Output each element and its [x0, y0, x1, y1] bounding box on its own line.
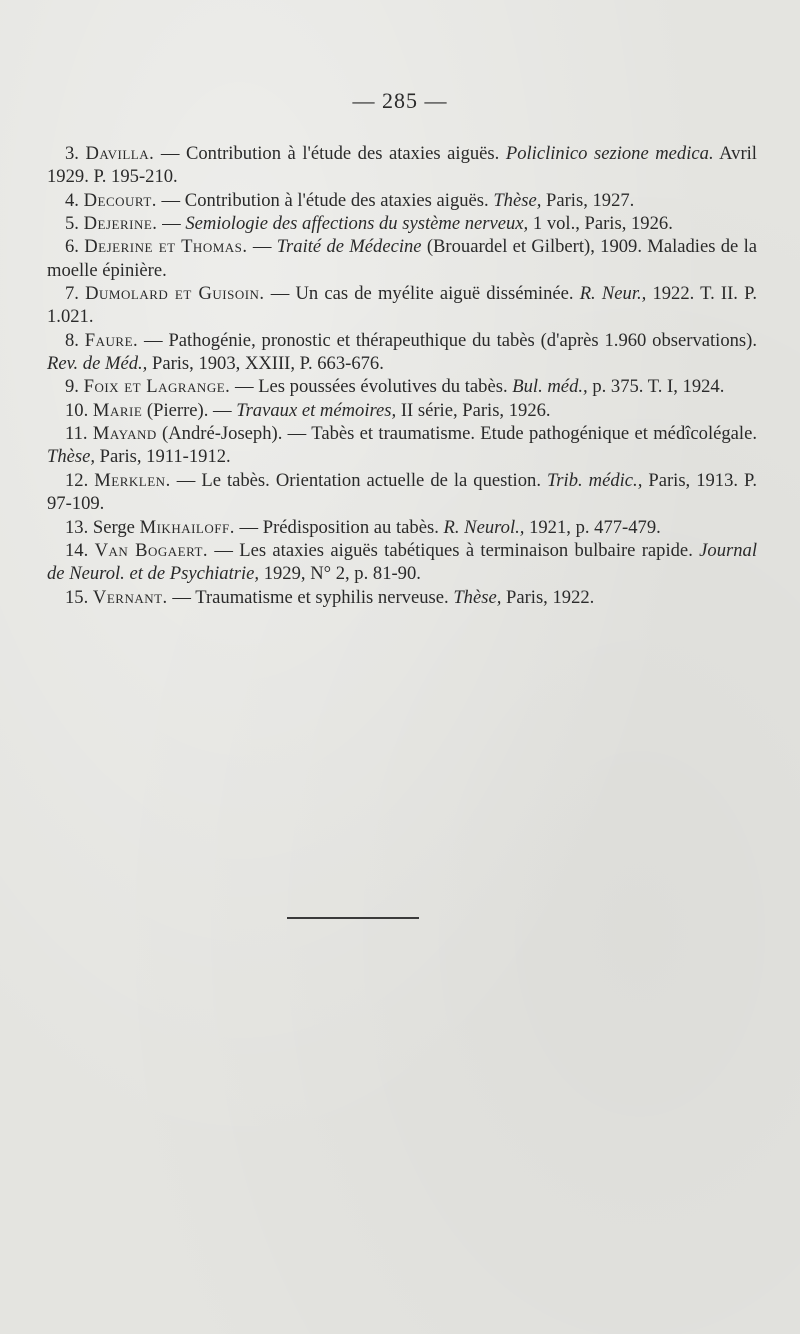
reference-author: Foix et Lagrange.: [83, 376, 231, 398]
reference-author: Faure.: [84, 329, 139, 351]
reference-list: [47, 142, 757, 609]
reference-source: R. Neur.,: [579, 283, 647, 305]
reference-item: 8. Faure. — Pathogénie, pronostic et thérapeuthique du tabès (d'après 1.960 observations). Rev. de Méd., Paris, 1903, XXIII, P. 663-676.: [47, 329, 757, 375]
reference-author: Decourt.: [83, 189, 157, 211]
reference-source: Rev. de Méd.,: [47, 353, 148, 375]
reference-item: 6. Dejerine et Thomas. — Traité de Médecine (Brouardel et Gilbert), 1909. Maladies de la moelle épinière.: [47, 236, 757, 281]
reference-item: 3. Davilla. — Contribution à l'étude des ataxies aiguës. Policlinico sezione medica. Avril 1929. P. 195-210.: [47, 143, 757, 188]
reference-author: Vernant.: [92, 586, 168, 608]
reference-item: 14. Van Bogaert. — Les ataxies aiguës tabétiques à terminaison bulbaire rapide. Journal de Neurol. et de Psychiatrie, 1929, N° 2, p. 81-90.: [47, 539, 757, 585]
reference-item: 12. Merklen. — Le tabès. Orientation actuelle de la question. Trib. médic., Paris, 1913. P. 97-109.: [47, 469, 757, 515]
reference-source: Thèse,: [453, 586, 502, 608]
reference-item: 10. Marie (Pierre). — Travaux et mémoires, II série, Paris, 1926.: [65, 399, 551, 421]
reference-source: Semiologie des affections du système nerveux,: [185, 213, 529, 235]
reference-item: 15. Vernant. — Traumatisme et syphilis nerveuse. Thèse, Paris, 1922.: [65, 586, 595, 608]
reference-item: 7. Dumolard et Guisoin. — Un cas de myélite aiguë disséminée. R. Neur., 1922. T. II. P. 1.021.: [47, 283, 757, 328]
reference-author: Marie: [92, 399, 143, 421]
reference-source: Bul. méd.,: [512, 376, 588, 398]
reference-source: Trib. médic.,: [546, 469, 643, 491]
page-number: — 285 —: [352, 88, 448, 113]
reference-author: Merklen.: [94, 469, 171, 491]
reference-item: 11. Mayand (André-Joseph). — Tabès et traumatisme. Etude pathogénique et médîcolégale. Thèse, Paris, 1911-1912.: [47, 423, 757, 468]
reference-source: Journal de Neurol. et de Psychiatrie,: [47, 539, 757, 585]
end-rule: [287, 917, 419, 919]
reference-author: Davilla.: [85, 143, 155, 164]
reference-item: 13. Serge Mikhailoff. — Prédisposition au tabès. R. Neurol., 1921, p. 477-479.: [65, 516, 661, 538]
reference-source: Thèse,: [47, 446, 96, 468]
reference-source: Thèse,: [493, 189, 542, 211]
reference-source: Travaux et mémoires,: [236, 399, 397, 421]
reference-author: Mikhailoff.: [139, 516, 235, 538]
reference-source: Traité de Médecine: [276, 236, 422, 258]
reference-author: Mayand: [92, 423, 157, 445]
reference-item: 5. Dejerine. — Semiologie des affections du système nerveux, 1 vol., Paris, 1926.: [65, 213, 673, 235]
reference-item: 9. Foix et Lagrange. — Les poussées évolutives du tabès. Bul. méd., p. 375. T. I, 1924.: [65, 376, 725, 398]
reference-author: Dejerine et Thomas.: [84, 236, 248, 258]
reference-author: Dumolard et Guisoin.: [85, 283, 265, 305]
reference-source: R. Neurol.,: [443, 516, 525, 538]
reference-author: Dejerine.: [83, 213, 158, 235]
reference-item: 4. Decourt. — Contribution à l'étude des ataxies aiguës. Thèse, Paris, 1927.: [65, 189, 635, 211]
reference-author: Van Bogaert.: [94, 539, 209, 561]
reference-source: Policlinico sezione medica.: [505, 143, 714, 164]
